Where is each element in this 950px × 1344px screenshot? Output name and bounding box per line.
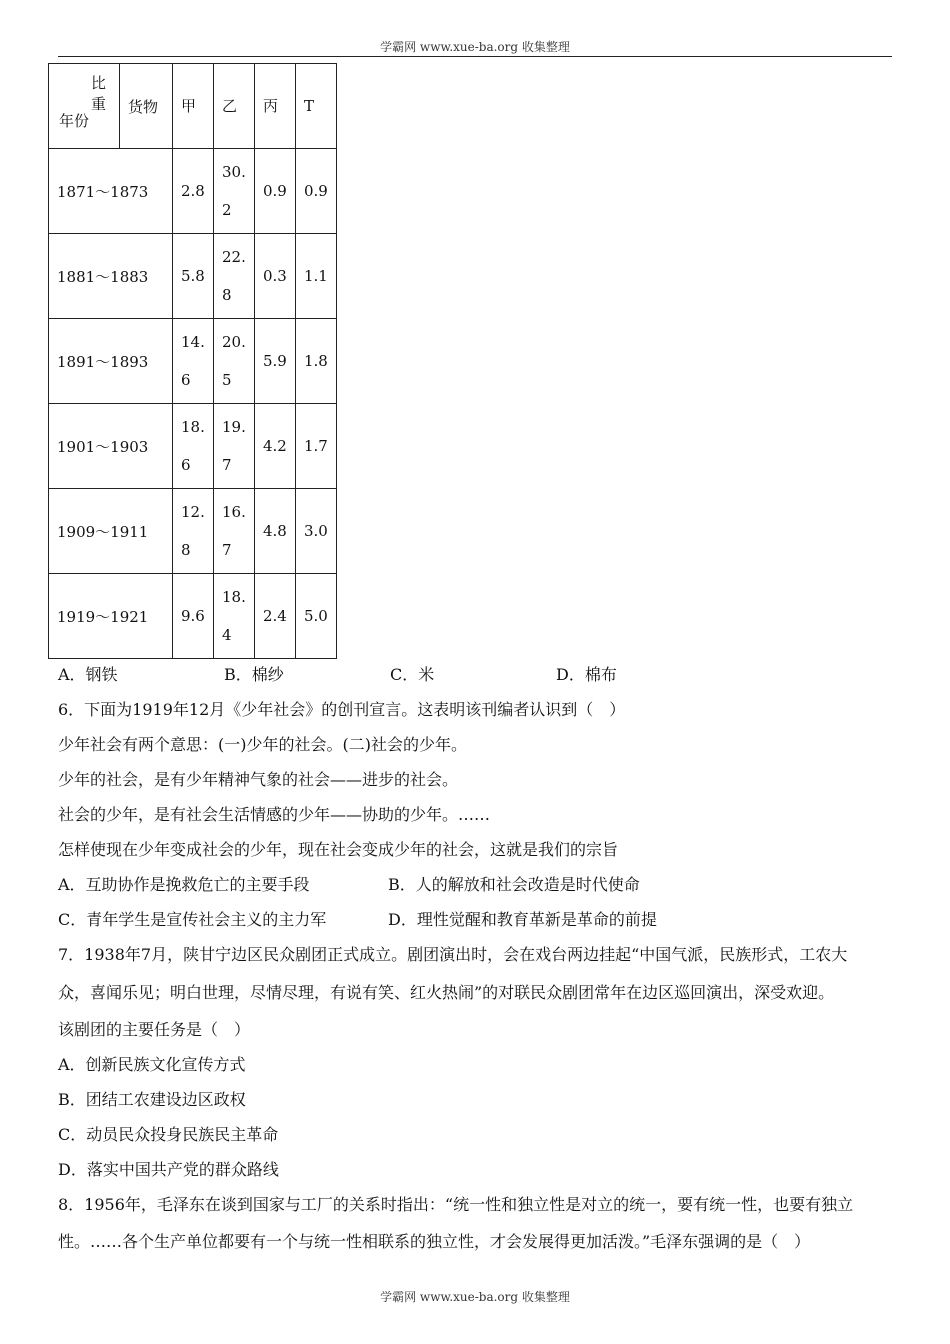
q6-option-a[interactable]: A．互助协作是挽救危亡的主要手段 xyxy=(58,875,310,894)
year-cell: 1901～1903 xyxy=(49,404,173,489)
q6-option-b[interactable]: B．人的解放和社会改造是时代使命 xyxy=(388,875,640,894)
value-cell: 18.6 xyxy=(173,404,214,489)
q7-option-b[interactable]: B．团结工农建设边区政权 xyxy=(58,1090,246,1109)
q6-quote-line: 少年的社会，是有少年精神气象的社会——进步的社会。 xyxy=(58,770,459,789)
column-header: 乙 xyxy=(214,64,255,149)
q7-option-a[interactable]: A．创新民族文化宣传方式 xyxy=(58,1055,246,1074)
value-cell: 18.4 xyxy=(214,574,255,659)
table-row xyxy=(49,319,337,404)
value-cell: 22.8 xyxy=(214,234,255,319)
value-cell: 5.9 xyxy=(255,319,296,404)
q7-option-c[interactable]: C．动员民众投身民族民主革命 xyxy=(58,1125,279,1144)
value-cell: 5.8 xyxy=(173,234,214,319)
q7-option-d[interactable]: D．落实中国共产党的群众路线 xyxy=(58,1160,279,1179)
q5-option-c[interactable]: C．米 xyxy=(390,665,435,684)
trade-share-table xyxy=(48,63,337,659)
value-cell: 20.5 xyxy=(214,319,255,404)
value-cell: 14.6 xyxy=(173,319,214,404)
corner-header-cell xyxy=(49,64,120,149)
value-cell: 1.7 xyxy=(296,404,337,489)
goods-header-cell: 货物 xyxy=(120,64,173,149)
value-cell: 16.7 xyxy=(214,489,255,574)
column-header: 丙 xyxy=(255,64,296,149)
value-cell: 2.8 xyxy=(173,149,214,234)
table-row xyxy=(49,404,337,489)
value-cell: 19.7 xyxy=(214,404,255,489)
year-cell: 1919～1921 xyxy=(49,574,173,659)
q5-option-a[interactable]: A．钢铁 xyxy=(58,665,118,684)
q5-option-d[interactable]: D．棉布 xyxy=(556,665,617,684)
corner-label-year: 年份 xyxy=(59,112,90,130)
year-cell: 1891～1893 xyxy=(49,319,173,404)
value-cell: 5.0 xyxy=(296,574,337,659)
table-header-row xyxy=(49,64,337,149)
q7-stem-line: 众，喜闻乐见；明白世理，尽情尽理，有说有笑、红火热闹”的对联民众剧团常年在边区巡回演出，深受欢迎。 xyxy=(58,983,835,1002)
value-cell: 2.4 xyxy=(255,574,296,659)
table-row xyxy=(49,489,337,574)
value-cell: 1.8 xyxy=(296,319,337,404)
q6-quote-line: 少年社会有两个意思：(一)少年的社会。(二)社会的少年。 xyxy=(58,735,467,754)
value-cell: 30.2 xyxy=(214,149,255,234)
year-cell: 1881～1883 xyxy=(49,234,173,319)
q6-quote-line: 怎样使现在少年变成社会的少年，现在社会变成少年的社会，这就是我们的宗旨 xyxy=(58,840,619,859)
value-cell: 4.2 xyxy=(255,404,296,489)
value-cell: 4.8 xyxy=(255,489,296,574)
value-cell: 9.6 xyxy=(173,574,214,659)
year-cell: 1909～1911 xyxy=(49,489,173,574)
q6-option-c[interactable]: C．青年学生是宣传社会主义的主力军 xyxy=(58,910,327,929)
q8-stem-line: 8．1956年，毛泽东在谈到国家与工厂的关系时指出：“统一性和独立性是对立的统一，要有统一性，也要有独立 xyxy=(58,1195,854,1214)
column-header: 甲 xyxy=(173,64,214,149)
page-header: 学霸网 www.xue-ba.org 收集整理 xyxy=(380,40,570,54)
q8-stem-line: 性。……各个生产单位都要有一个与统一性相联系的独立性，才会发展得更加活泼。”毛泽东强调的是（ ） xyxy=(58,1232,811,1251)
q6-stem: 6．下面为1919年12月《少年社会》的创刊宣言。这表明该刊编者认识到（ ） xyxy=(58,700,626,719)
table-row xyxy=(49,574,337,659)
value-cell: 1.1 xyxy=(296,234,337,319)
q6-option-d[interactable]: D．理性觉醒和教育革新是革命的前提 xyxy=(388,910,657,929)
table-row xyxy=(49,149,337,234)
year-cell: 1871～1873 xyxy=(49,149,173,234)
page-footer: 学霸网 www.xue-ba.org 收集整理 xyxy=(380,1290,570,1304)
column-header: T xyxy=(296,64,337,149)
table-row xyxy=(49,234,337,319)
q7-stem-line: 该剧团的主要任务是（ ） xyxy=(58,1020,251,1039)
q6-quote-line: 社会的少年，是有社会生活情感的少年——协助的少年。…… xyxy=(58,805,491,824)
q7-stem-line: 7．1938年7月，陕甘宁边区民众剧团正式成立。剧团演出时，会在戏台两边挂起“中国气派，民族形式，工农大 xyxy=(58,945,848,964)
value-cell: 12.8 xyxy=(173,489,214,574)
value-cell: 0.9 xyxy=(255,149,296,234)
value-cell: 3.0 xyxy=(296,489,337,574)
header-divider xyxy=(58,56,892,57)
corner-label-proportion: 比重 xyxy=(91,74,107,113)
value-cell: 0.9 xyxy=(296,149,337,234)
value-cell: 0.3 xyxy=(255,234,296,319)
q5-option-b[interactable]: B．棉纱 xyxy=(224,665,284,684)
